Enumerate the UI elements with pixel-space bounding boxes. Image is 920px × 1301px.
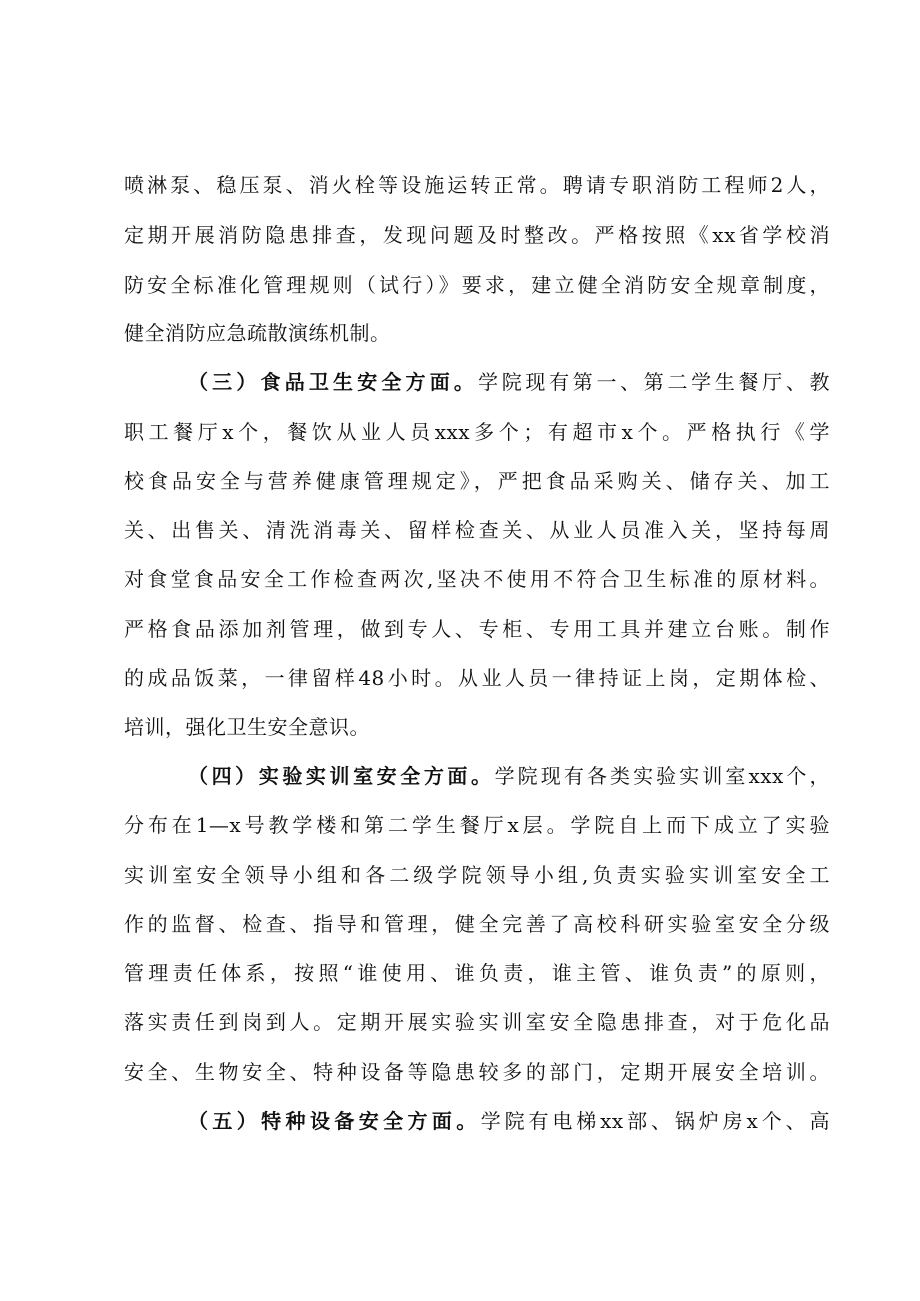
paragraph-line: 培训，强化卫生安全意识。 bbox=[124, 715, 370, 739]
paragraph-line: 定期开展消防隐患排查，发现问题及时整改。严格按照《xx省学校消 bbox=[124, 223, 830, 247]
paragraph-line: 落实责任到岗到人。定期开展实验实训室安全隐患排查，对于危化品 bbox=[124, 1010, 830, 1034]
section-5-first-line bbox=[188, 1106, 830, 1136]
paragraph-line: 的成品饭菜，一律留样48小时。从业人员一律持证上岗，定期体检、 bbox=[124, 666, 830, 690]
paragraph-line: 关、出售关、清洗消毒关、留样检查关、从业人员准入关，坚持每周 bbox=[124, 518, 830, 542]
paragraph-line: 严格食品添加剂管理，做到专人、专柜、专用工具并建立台账。制作 bbox=[124, 617, 830, 641]
paragraph-line: 校食品安全与营养健康管理规定》，严把食品采购关、储存关、加工 bbox=[124, 469, 830, 493]
paragraph-line: 作的监督、检查、指导和管理，健全完善了高校科研实验室安全分级 bbox=[124, 912, 830, 936]
section-4-first-line bbox=[188, 761, 830, 791]
paragraph-line: 管理责任体系，按照“谁使用、谁负责，谁主管、谁负责”的原则， bbox=[124, 961, 830, 985]
section-5-heading: （五）特种设备安全方面。 bbox=[188, 1109, 481, 1133]
section-3-first-line bbox=[188, 367, 830, 397]
paragraph-line: 喷淋泵、稳压泵、消火栓等设施运转正常。聘请专职消防工程师2人， bbox=[124, 173, 830, 197]
section-3-heading: （三）食品卫生安全方面。 bbox=[188, 370, 479, 394]
section-3-first-line-text: 学院现有第一、第二学生餐厅、教 bbox=[478, 370, 831, 394]
paragraph-line: 实训室安全领导小组和各二级学院领导小组,负责实验实训室安全工 bbox=[124, 863, 830, 887]
paragraph-line: 职工餐厅x个，餐饮从业人员xxx多个；有超市x个。严格执行《学 bbox=[124, 420, 830, 444]
paragraph-line: 防安全标准化管理规则（试行）》要求，建立健全消防安全规章制度， bbox=[124, 273, 830, 297]
section-5-first-line-text: 学院有电梯xx部、锅炉房x个、高 bbox=[480, 1109, 830, 1133]
section-4-heading: （四）实验实训室安全方面。 bbox=[188, 764, 495, 788]
section-4-first-line-text: 学院现有各类实验实训室xxx个， bbox=[494, 764, 830, 788]
paragraph-line: 健全消防应急疏散演练机制。 bbox=[124, 321, 391, 345]
paragraph-line: 安全、生物安全、特种设备等隐患较多的部门，定期开展安全培训。 bbox=[124, 1060, 830, 1084]
paragraph-line: 分布在1—x号教学楼和第二学生餐厅x层。学院自上而下成立了实验 bbox=[124, 813, 830, 837]
paragraph-line: 对食堂食品安全工作检查两次,坚决不使用不符合卫生标准的原材料。 bbox=[124, 567, 830, 591]
